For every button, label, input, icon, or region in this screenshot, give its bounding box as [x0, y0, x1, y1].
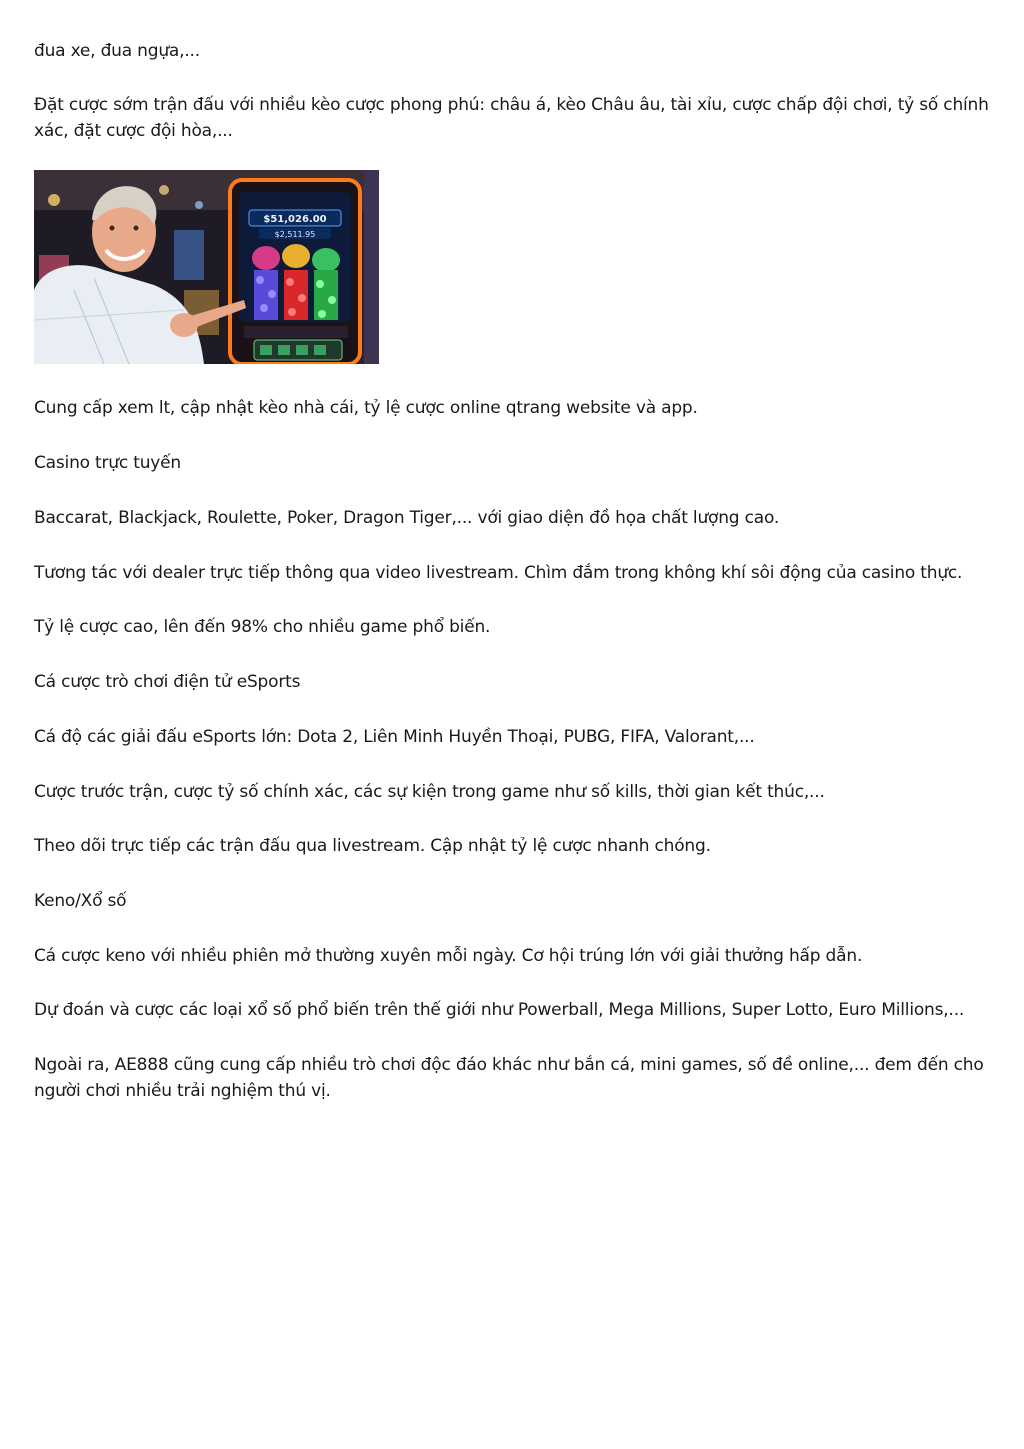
paragraph-casino-games: Baccarat, Blackjack, Roulette, Poker, Dragon Tiger,... với giao diện đồ họa chất lượng cao. [34, 508, 780, 528]
heading-online-casino: Casino trực tuyến [34, 453, 181, 473]
slot-machine-photo [34, 170, 379, 364]
jackpot-main-label: $51,026.00 [263, 214, 327, 225]
paragraph-other-games: Ngoài ra, AE888 cũng cung cấp nhiều trò chơi độc đáo khác như bắn cá, mini games, số đề online,... đem đến cho người chơi nhiều trải nghiệm thú vị. [34, 1055, 984, 1101]
paragraph-high-odds: Tỷ lệ cược cao, lên đến 98% cho nhiều game phổ biến. [34, 617, 491, 637]
heading-keno-lottery: Keno/Xổ số [34, 891, 127, 911]
paragraph-keno: Cá cược keno với nhiều phiên mở thường xuyên mỗi ngày. Cơ hội trúng lớn với giải thưởng hấp dẫn. [34, 946, 863, 966]
paragraph-live-dealer: Tương tác với dealer trực tiếp thông qua video livestream. Chìm đắm trong không khí sôi động của casino thực. [34, 563, 963, 583]
slot-machine-image [34, 170, 379, 364]
paragraph-livestream: Theo dõi trực tiếp các trận đấu qua livestream. Cập nhật tỷ lệ cược nhanh chóng. [34, 836, 711, 856]
jackpot-minor-label: $2,511.95 [274, 230, 316, 239]
paragraph-odds-update: Cung cấp xem lt, cập nhật kèo nhà cái, tỷ lệ cược online qtrang website và app. [34, 398, 698, 418]
paragraph-esports-tournaments: Cá độ các giải đấu eSports lớn: Dota 2, Liên Minh Huyền Thoại, PUBG, FIFA, Valorant,... [34, 727, 755, 747]
paragraph-racing: đua xe, đua ngựa,... [34, 41, 200, 61]
paragraph-esports-bets: Cược trước trận, cược tỷ số chính xác, các sự kiện trong game như số kills, thời gian kết thúc,... [34, 782, 825, 802]
paragraph-lottery: Dự đoán và cược các loại xổ số phổ biến trên thế giới như Powerball, Mega Millions, Super Lotto, Euro Millions,... [34, 1000, 965, 1020]
heading-esports: Cá cược trò chơi điện tử eSports [34, 672, 301, 692]
paragraph-early-betting: Đặt cược sớm trận đấu với nhiều kèo cược phong phú: châu á, kèo Châu âu, tài xỉu, cược chấp đội chơi, tỷ số chính xác, đặt cược đội hòa,... [34, 95, 989, 141]
